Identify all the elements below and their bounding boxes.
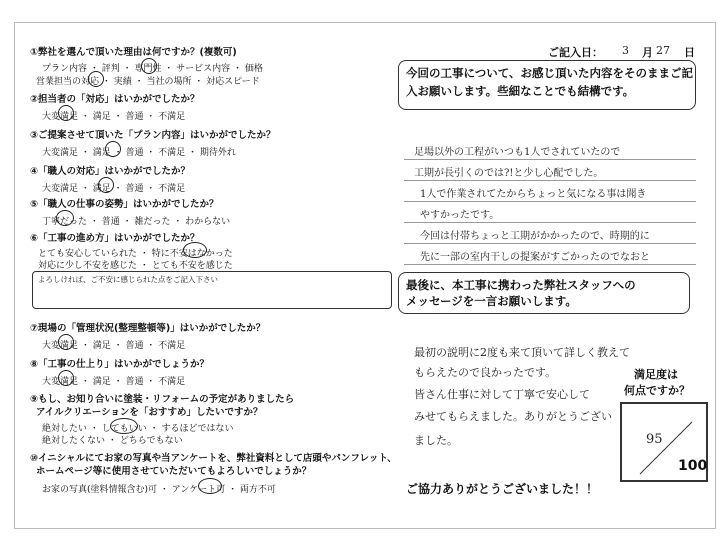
date-month-unit: 月 xyxy=(642,46,653,59)
q3-options: 大変満足 ・ 満足 ・ 普通 ・ 不満足 ・ 期待外れ xyxy=(42,148,236,158)
comment2-line2: もらえたので良かったです。 xyxy=(414,366,557,379)
comment1-line4: やすかったです。 xyxy=(420,210,500,221)
q4-circle xyxy=(98,177,114,193)
q4-title: ④「職人の対応」はいかがでしたか？ xyxy=(30,166,191,177)
date-month: 3 xyxy=(622,44,629,57)
q4-options: 大変満足 ・ 満足 ・ 普通 ・ 不満足 xyxy=(42,184,186,194)
score-max: 100 xyxy=(678,458,708,474)
q1-circle-1 xyxy=(141,58,157,74)
comment2-line1: 最初の説明に2度も来て頂いて詳しく教えて xyxy=(414,346,630,359)
q2-options: 大変満足 ・ 満足 ・ 普通 ・ 不満足 xyxy=(42,112,186,122)
ruled-line xyxy=(404,222,696,223)
q10-title-line2: ホームページ等に使用させていただいてもよろしいでしょうか？ xyxy=(36,466,312,477)
date-day-unit: 日 xyxy=(684,46,695,59)
q1-options-line2: 営業担当の対応 ・ 実績 ・ 当社の場所 ・ 対応スピード xyxy=(36,77,260,87)
q2-title: ②担当者の「対応」はいかがでしたか？ xyxy=(30,94,200,105)
q9-title-line1: ⑨もし、お知り合いに塗装・リフォームの予定がありましたら xyxy=(30,394,295,405)
comment-box-prompt: よろしければ、ご不安に感じられた点をご記入下さい xyxy=(38,275,218,284)
q10-title-line1: ⑩イニシャルにてお家の写真や当アンケートを、弊社資料として店頭やパンフレット、 xyxy=(30,453,397,464)
comment1-line5: 今回は付帯ちょっと工期がかかったので、時期的に xyxy=(420,231,650,242)
comment2-line3: 皆さん仕事に対して丁寧で安心して xyxy=(414,388,590,401)
request-box-2-line2: メッセージを一言お願いします。 xyxy=(406,294,577,308)
comment1-line1: 足場以外の工程がいつも1人でされていたので xyxy=(414,147,621,158)
comment1-line2: 工期が長引くのでは?!と少し心配でした。 xyxy=(414,168,604,179)
request-box-2-line1: 最後に、本工事に携わった弊社スタッフへの xyxy=(406,278,636,292)
q6-options-line2: 対応に少し不安を感じた ・ とても不安を感じた xyxy=(38,261,233,271)
q7-circle xyxy=(58,334,74,350)
q5-title: ⑤「職人の仕事の姿勢」はいかがでしたか？ xyxy=(30,199,219,210)
q3-circle xyxy=(105,141,121,157)
request-box-1-line1: 今回の工事について、お感じ頂いた内容をそのままご記 xyxy=(406,66,694,80)
q7-title: ⑦現場の「管理状況(整理整頓等)」はいかがでしたか？ xyxy=(30,323,266,334)
ruled-line xyxy=(404,159,696,160)
q8-options: 大変満足 ・ 満足 ・ 普通 ・ 不満足 xyxy=(42,377,186,387)
thanks-message: ご協力ありがとうございました！！ xyxy=(406,482,599,496)
satisfaction-title-line2: 何点ですか？ xyxy=(624,384,690,397)
q7-options: 大変満足 ・ 満足 ・ 普通 ・ 不満足 xyxy=(42,341,186,351)
ruled-line xyxy=(404,201,696,202)
q6-options-line1: とても安心していられた ・ 特に不安はなかった xyxy=(38,249,233,259)
comment2-line4: みせてもらえました。ありがとうござい xyxy=(414,410,612,423)
q1-options-line1: プラン内容 ・ 評判 ・ 専門性 ・ サービス内容 ・ 価格 xyxy=(42,64,263,74)
q5-circle xyxy=(56,210,74,226)
q9-circle xyxy=(110,418,138,434)
q6-circle xyxy=(183,242,207,258)
q9-options-line2: 絶対したくない ・ どちらでもない xyxy=(42,436,183,446)
comment2-line5: ました。 xyxy=(414,434,458,447)
ruled-line xyxy=(404,243,696,244)
date-day: 27 xyxy=(656,44,670,57)
q6-title: ⑥「工事の進め方」はいかがでしたか？ xyxy=(30,233,200,244)
q9-title-line2: アイルクリエーションを「おすすめ」したいですか？ xyxy=(36,407,263,418)
q2-circle xyxy=(58,105,74,121)
ruled-line xyxy=(404,180,696,181)
q8-title: ⑧「工事の仕上り」はいかがでしょうか？ xyxy=(30,359,210,370)
q3-title: ③ご提案させて頂いた「プラン内容」はいかがでしたか？ xyxy=(30,130,276,141)
q1-title: ①弊社を選んで頂いた理由は何ですか？(複数可) xyxy=(30,47,237,58)
satisfaction-title-line1: 満足度は xyxy=(634,368,678,381)
q9-options-line1: 絶対したい ・ してもいい ・ するほどではない xyxy=(42,424,234,434)
ruled-line xyxy=(404,264,696,265)
q5-options: 丁寧だった ・ 普通 ・ 雑だった ・ わからない xyxy=(42,217,231,227)
comment1-line3: 1人で作業されてたからちょっと気になる事は聞き xyxy=(420,189,647,200)
request-box-1-line2: 入お願いします。些細なことでも結構です。 xyxy=(406,84,635,98)
q10-options: お家の写真(塗料情報含む)可 ・ アンケート可 ・ 両方不可 xyxy=(42,485,276,495)
score-value: 95 xyxy=(646,432,663,447)
comment1-line6: 先に一部の室内干しの提案がすごかったのでなおと xyxy=(420,252,650,263)
q8-circle xyxy=(58,370,74,386)
date-label: ご記入日： xyxy=(548,46,603,59)
q1-circle-2 xyxy=(88,71,104,87)
q10-circle xyxy=(198,478,222,494)
